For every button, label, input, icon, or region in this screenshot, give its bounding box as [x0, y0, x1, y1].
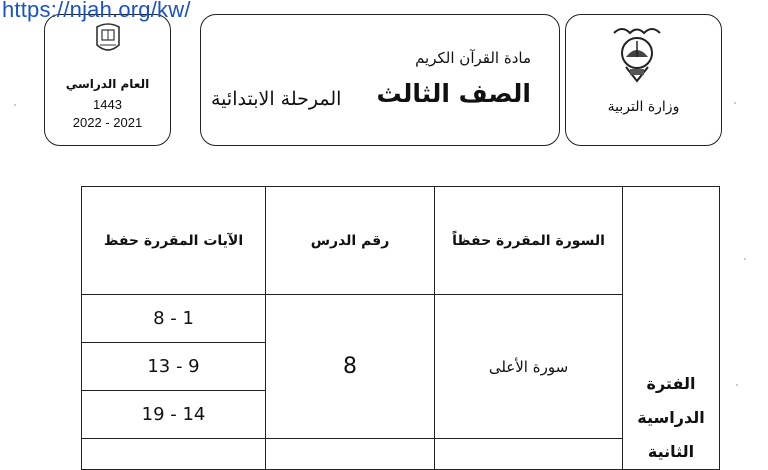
table-header-row — [82, 187, 720, 295]
header-lesson-number: رقم الدرس — [266, 187, 435, 295]
period-label-line-1: الفترة — [646, 374, 696, 393]
grade-title: الصف الثالث — [376, 79, 531, 108]
subject-info-box — [200, 14, 560, 146]
verse-range: 19 - 14 — [82, 391, 266, 439]
period-label-line-3: الثانية — [647, 442, 695, 461]
kuwait-emblem-icon — [608, 23, 666, 85]
hijri-year: 1443 — [93, 97, 122, 112]
header-sura: السورة المقررة حفظاً — [435, 187, 623, 295]
source-url-watermark: https://njah.org/kw/ — [2, 0, 191, 22]
lesson-number: 8 — [266, 295, 435, 439]
scan-speck — [744, 258, 746, 260]
ministry-box — [565, 14, 722, 146]
verse-range: 13 - 9 — [82, 343, 266, 391]
gregorian-academic-year: 2022 - 2021 — [72, 115, 143, 130]
stage-title: المرحلة الابتدائية — [211, 88, 342, 110]
ministry-name: وزارة التربية — [607, 99, 680, 115]
scan-speck — [736, 384, 738, 386]
study-period-cell — [623, 187, 720, 470]
empty-cell — [82, 439, 266, 470]
period-label-line-2: الدراسية — [637, 408, 705, 427]
academic-year-label: العام الدراسي — [65, 77, 150, 91]
academic-year-box — [44, 14, 171, 146]
scan-speck — [734, 102, 736, 104]
verse-range: 8 - 1 — [82, 295, 266, 343]
school-logo-icon — [93, 21, 123, 55]
sura-name: سورة الأعلى — [435, 295, 623, 439]
header-verses: الآيات المقررة حفظ — [82, 187, 266, 295]
scan-speck — [14, 104, 16, 106]
subject-title: مادة القرآن الكريم — [415, 49, 531, 67]
empty-cell — [435, 439, 623, 470]
empty-cell — [266, 439, 435, 470]
memorization-table — [81, 186, 720, 470]
